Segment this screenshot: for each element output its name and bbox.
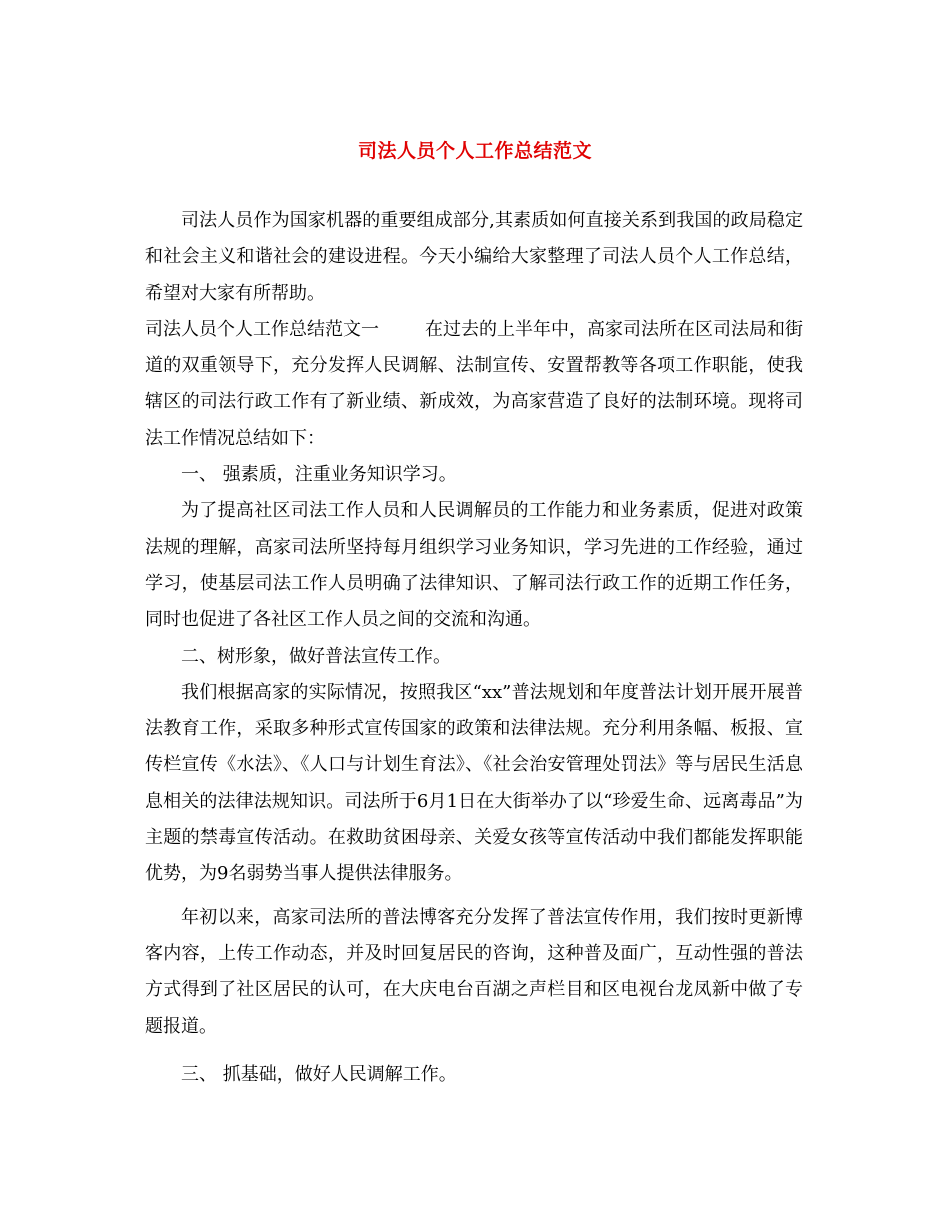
heading-three: 三、 抓基础，做好人民调解工作。 (181, 1063, 457, 1085)
document-body (145, 203, 803, 1093)
intro-paragraph: 司法人员作为国家机器的重要组成部分,其素质如何直接关系到我国的政局稳定和社会主义和谐社会的建设进程。今天小编给大家整理了司法人员个人工作总结，希望对大家有所帮助。 (145, 210, 803, 304)
heading-one: 一、 强素质，注重业务知识学习。 (181, 464, 457, 486)
paragraph-publicity: 我们根据高家的实际情况，按照我区“xx”普法规划和年度普法计划开展开展普法教育工作，采取多种形式宣传国家的政策和法律法规。充分利用条幅、板报、宣传栏宣传《水法》、《人口与计划生育法》、《社会治安管理处罚法》等与居民生活息息相关的法律法规知识。司法所于6月1日在大街举办了以“珍爱生命、远离毒品”为主题的禁毒宣传活动。在救助贫困母亲、关爱女孩等宣传活动中我们都能发挥职能优势，为9名弱势当事人提供法律服务。 (145, 681, 803, 885)
section-paragraph-1 (145, 312, 803, 457)
paragraph-study: 为了提高社区司法工作人员和人民调解员的工作能力和业务素质，促进对政策法规的理解，高家司法所坚持每月组织学习业务知识，学习先进的工作经验，通过学习，使基层司法工作人员明确了法律知识、了解司法行政工作的近期工作任务，同时也促进了各社区工作人员之间的交流和沟通。 (145, 500, 803, 631)
overview-text: 在过去的上半年中，高家司法所在区司法局和街道的双重领导下，充分发挥人民调解、法制宣传、安置帮教等各项工作职能，使我辖区的司法行政工作有了新业绩、新成效，为高家营造了良好的法制环境。现将司法工作情况总结如下： (145, 318, 803, 449)
subtitle-label: 司法人员个人工作总结范文一 (145, 318, 379, 340)
heading-two: 二、树形象，做好普法宣传工作。 (181, 645, 451, 667)
paragraph-blog: 年初以来，高家司法所的普法博客充分发挥了普法宣传作用，我们按时更新博客内容，上传工作动态，并及时回复居民的咨询，这种普及面广，互动性强的普法方式得到了社区居民的认可，在大庆电台百湖之声栏目和区电视台龙凤新中做了专题报道。 (145, 906, 803, 1037)
document-title: 司法人员个人工作总结范文 (357, 140, 592, 162)
